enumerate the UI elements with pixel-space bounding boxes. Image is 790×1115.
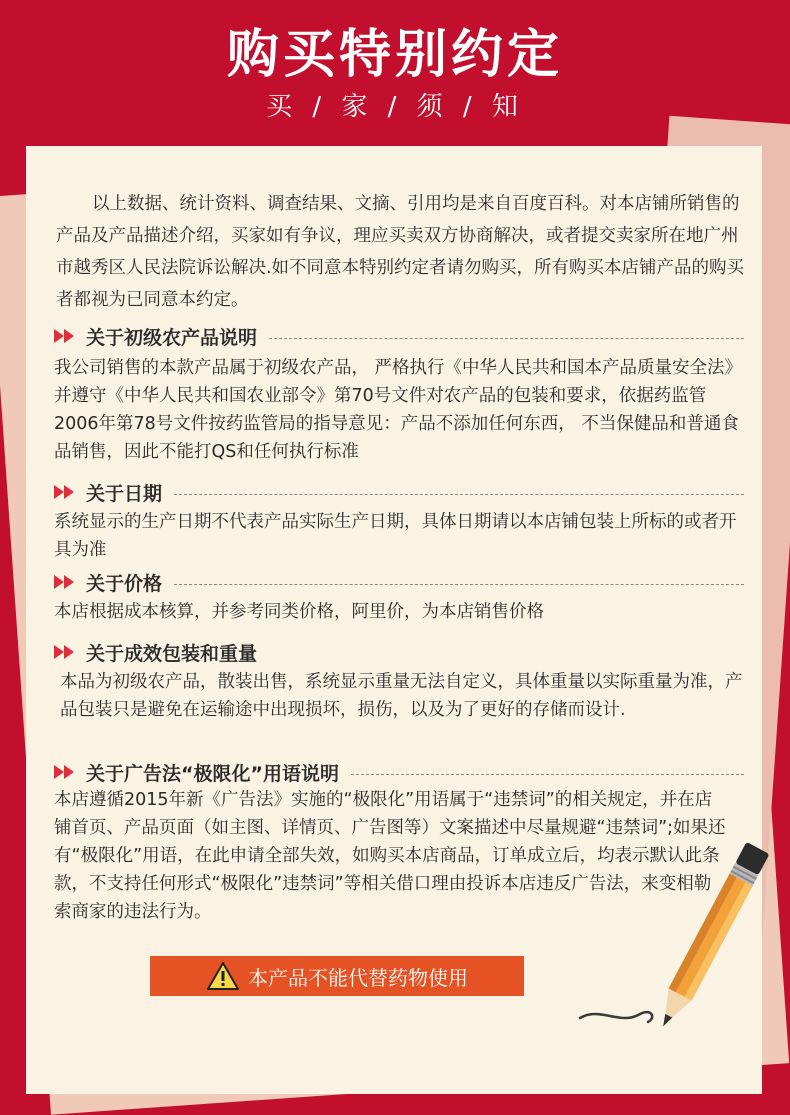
warning-icon	[206, 961, 240, 991]
section-body-price: 本店根据成本核算，并参考同类价格，阿里价，为本店销售价格	[54, 602, 544, 622]
section-header-agri	[54, 322, 744, 350]
page-subtitle: 买 / 家 / 须 / 知	[266, 92, 524, 122]
dotted-divider	[351, 774, 744, 775]
section-body-package: 本品为初级农产品，散装出售，系统显示重量无法自定义，具体重量以实际重量为准，产品包装只是避免在运输途中出现损坏，损伤，以及为了更好的存储而设计.	[60, 672, 743, 720]
double-arrow-icon	[54, 644, 76, 660]
section-title: 关于广告法“极限化”用语说明	[86, 762, 339, 785]
section-title: 关于价格	[86, 572, 163, 595]
double-arrow-icon	[54, 764, 76, 780]
section-header-package	[54, 638, 744, 666]
dotted-divider	[174, 494, 744, 495]
double-arrow-icon	[54, 328, 76, 344]
section-title: 关于日期	[86, 482, 163, 505]
double-arrow-icon	[54, 574, 76, 590]
page-title: 购买特别约定	[226, 25, 563, 85]
section-title: 关于初级农产品说明	[86, 326, 258, 349]
warning-text: 本产品不能代替药物使用	[248, 965, 468, 990]
section-header-price	[54, 568, 744, 596]
section-header-ad-law	[54, 758, 744, 786]
section-body-agri: 我公司销售的本款产品属于初级农产品， 严格执行《中华人民共和国本产品质量安全法》并遵守《中华人民共和国农业部令》第70号文件对农产品的包装和要求，依据药监管2006年第78号文件按药监管局的指导意见：产品不添加任何东西， 不当保健品和普通食品销售，因此不能打QS和任何执行标准	[54, 358, 743, 462]
pencil-icon	[560, 818, 790, 1038]
section-body-date: 系统显示的生产日期不代表产品实际生产日期，具体日期请以本店铺包装上所标的或者开具为准	[54, 512, 737, 560]
section-body-ad-law: 本店遵循2015年新《广告法》实施的“极限化”用语属于“违禁词”的相关规定，并在店铺首页、产品页面（如主图、详情页、广告图等）文案描述中尽量规避“违禁词”;如果还有“极限化”用语，在此申请全部失效，如购买本店商品，订单成立后，均表示默认此条款，不支持任何形式“极限化”违禁词”等相关借口理由投诉本店违反广告法，来变相勒索商家的违法行为。	[54, 790, 726, 922]
intro-paragraph: 以上数据、统计资料、调查结果、文摘、引用均是来自百度百科。对本店铺所销售的产品及产品描述介绍，买家如有争议，理应买卖双方协商解决，或者提交卖家所在地广州市越秀区人民法院诉讼解决.如不同意本特别约定者请勿购买，所有购买本店铺产品的购买者都视为已同意本约定。	[56, 194, 745, 310]
section-header-date	[54, 478, 744, 506]
dotted-divider	[269, 338, 744, 339]
warning-banner	[150, 956, 524, 996]
double-arrow-icon	[54, 484, 76, 500]
section-title: 关于成效包装和重量	[86, 642, 258, 665]
dotted-divider	[174, 584, 744, 585]
